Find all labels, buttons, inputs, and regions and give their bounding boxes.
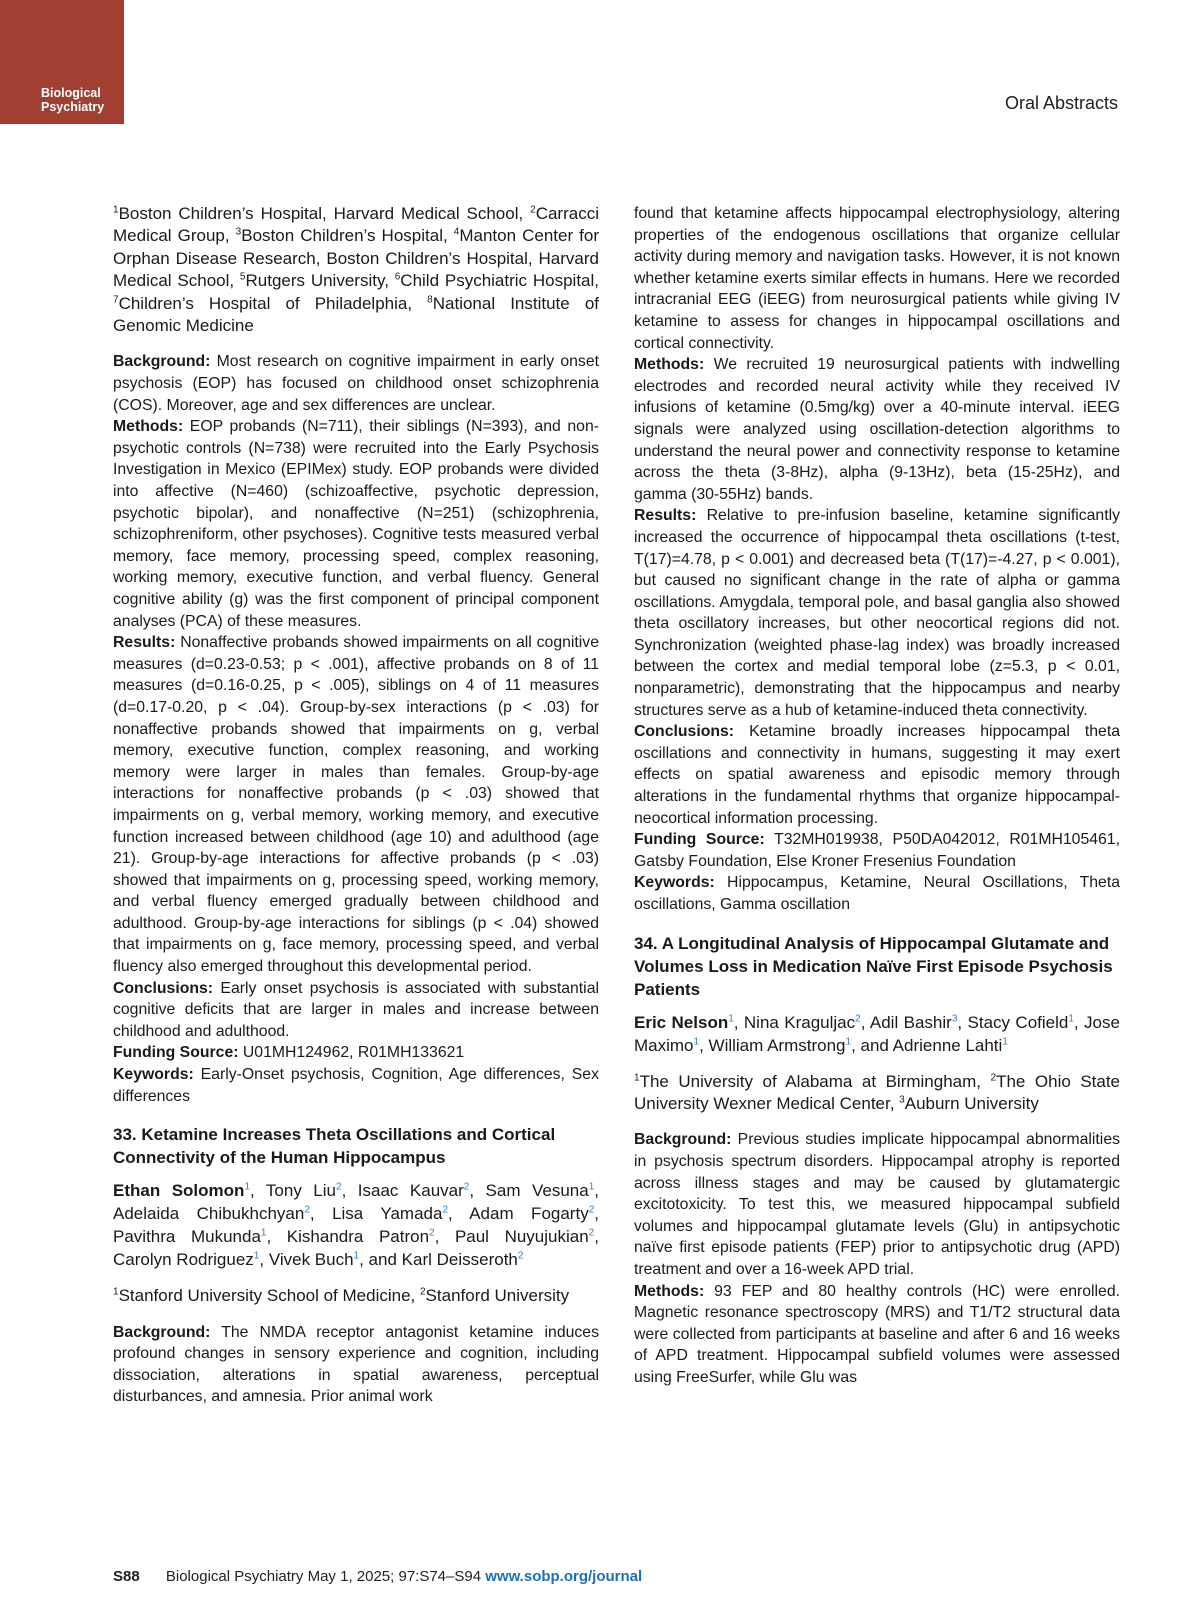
abstract-33-background: Background: The NMDA receptor antagonist ketamine induces profound changes in sensory experience and cognition, including dissociation, alterations in spatial awareness, perceptual disturbances, and amnesia. Prior animal work [113,1323,599,1406]
author-affiliation-link[interactable]: 2 [429,1227,435,1239]
author-affiliation-link[interactable]: 3 [951,1012,958,1024]
author-affiliation-link[interactable]: 1 [588,1181,595,1193]
author-affiliation-link[interactable]: 2 [588,1204,595,1216]
author-name: Paul Nuyujukian [454,1227,589,1247]
author-name: Tony Liu [265,1181,336,1201]
affiliation-text: Boston Children’s Hospital, Harvard Medical School, [118,204,531,223]
author-affiliation-link[interactable]: 1 [353,1250,360,1262]
author-name: Karl Deisseroth [401,1250,518,1270]
author-name: Pavithra Mukunda [113,1227,261,1247]
author-name: Vivek Buch [268,1250,354,1270]
author-affiliation-link[interactable]: 1 [260,1227,267,1239]
author-affiliation-link[interactable]: 2 [588,1227,595,1239]
left-column [113,203,599,1408]
affiliation-number: 2 [990,1071,997,1083]
affiliation-number: 3 [235,226,242,238]
author-affiliation-link[interactable]: 1 [693,1035,700,1047]
journal-logo [0,0,124,124]
conclusions-paragraph: Conclusions: Early onset psychosis is associated with substantial cognitive deficits that are larger in males and increase between childhood and adulthood. [113,979,599,1040]
affiliation-number: 5 [239,271,246,283]
author-name: Adelaida Chibukhchyan [113,1204,305,1224]
author-name: Lisa Yamada [332,1204,443,1224]
affiliations-list [113,203,599,337]
author-affiliation-link[interactable]: 2 [336,1181,342,1193]
affiliation-text: National Institute of Genomic Medicine [113,293,600,336]
abstract-33-methods: Methods: We recruited 19 neurosurgical patients with indwelling electrodes and recorded neural activity while they received IV infusions of ketamine (0.5mg/kg) over a 40-minute interval. iEEG signals were analyzed using oscillation-detection algorithms to understand the neural power and connectivity response to ketamine across the theta (3-8Hz), alpha (9-13Hz), beta (15-25Hz), and gamma (30-55Hz) bands. [634,356,1120,503]
author-affiliation-link[interactable]: 1 [845,1035,852,1047]
author-name: Adrienne Lahti [892,1035,1003,1055]
author-name: Jose Maximo [634,1012,1120,1055]
journal-link[interactable]: www.sobp.org/journal [485,1568,643,1585]
journal-logo-line2: Psychiatry [41,100,105,114]
methods-paragraph: Methods: EOP probands (N=711), their siblings (N=393), and non-psychotic controls (N=738) were recruited into the Early Psychosis Investigation in Mexico (EPIMex) study. EOP probands were divided into affective (N=460) (schizoaffective, psychotic depression, psychotic bipolar), and nonaffective (N=251) (schizophrenia, schizophreniform, other psychoses). Cognitive tests measured verbal memory, face memory, processing speed, complex reasoning, working memory, executive function, and verbal fluency. General cognitive ability (g) was the first component of principal component analyses (PCA) of these measures. [113,418,599,630]
affiliation-number: 1 [634,1071,640,1083]
author-affiliation-link[interactable]: 1 [1002,1035,1008,1047]
citation: Biological Psychiatry May 1, 2025; 97:S74–S94 [165,1568,482,1585]
abstract-34-affiliations [634,1071,1120,1116]
page-number: S88 [113,1568,140,1585]
author-name: Nina Kraguljac [743,1012,856,1032]
author-affiliation-link[interactable]: 2 [304,1204,310,1216]
affiliation-text: The Ohio State University Wexner Medical Center, [634,1071,1121,1113]
abstract-34-methods: Methods: 93 FEP and 80 healthy controls (HC) were enrolled. Magnetic resonance spectroscopy (MRS) and T1/T2 structural data were collected from participants at baseline and after 6 and 16 weeks of APD treatment. Hippocampal subfield volumes were assessed using FreeSurfer, while Glu was [634,1282,1120,1386]
affiliation-text: Children’s Hospital of Philadelphia, [118,293,428,313]
affiliation-text: Rutgers University, [245,271,395,291]
keywords-paragraph: Keywords: Early-Onset psychosis, Cognition, Age differences, Sex differences [113,1066,599,1105]
author-affiliation-link[interactable]: 1 [728,1012,734,1024]
affiliation-text: The University of Alabama at Birmingham, [639,1071,991,1091]
abstract-33-authors: Ethan Solomon$^1$, Tony Liu$^2$, Isaac Kauvar$^2$, Sam Vesuna$^1$, Adelaida Chibukhchyan$^2$, Lisa Yamada$^2$, Adam Fogarty$^2$, Pavithra Mukunda$^1$, Kishandra Patron$^2$, Paul Nuyujukian$^2$, Carolyn Rodriguez$^1$, Vivek Buch$^1$, and Karl Deisseroth$^2$ [113,1181,600,1270]
affiliation-number: 2 [530,204,536,216]
section-title: Oral Abstracts [1004,93,1118,113]
author-affiliation-link[interactable]: 1 [253,1250,260,1262]
abstract-34-title: 34. A Longitudinal Analysis of Hippocampal Glutamate and Volumes Loss in Medication Naïve First Episode Psychosis Patients [634,933,1113,999]
author-name: Carolyn Rodriguez [113,1250,254,1270]
journal-logo-line1: Biological [41,86,101,100]
affiliation-number: 2 [419,1286,426,1298]
author-affiliation-link[interactable]: 2 [463,1181,470,1193]
affiliation-text: Carracci Medical Group, [113,204,599,246]
author-affiliation-link[interactable]: 1 [1068,1012,1074,1024]
author-name: Sam Vesuna [485,1181,589,1201]
funding-paragraph: Funding Source: U01MH124962, R01MH133621 [113,1044,465,1062]
abstract-33-keywords: Keywords: Hippocampus, Ketamine, Neural Oscillations, Theta oscillations, Gamma oscillation [634,874,1120,913]
affiliation-number: 3 [899,1094,905,1106]
affiliation-number: 1 [113,1286,119,1298]
author-name: Eric Nelson [634,1012,729,1032]
results-paragraph: Results: Nonaffective probands showed impairments on all cognitive measures (d=0.23-0.53; p < .001), affective probands on 8 of 11 measures (d=0.16-0.25, p < .005), siblings on 4 of 11 measures (d=0.17-0.20, p < .04). Group-by-sex interactions (p < .03) for nonaffective probands showed that impairments on g, verbal memory, executive function, complex reasoning, and working memory were larger in males than females. Group-by-age interactions for nonaffective probands (p < .03) showed that impairments on g, verbal memory, working memory, and executive function increased between childhood (age 10) and adulthood (age 21). Group-by-age interactions for affective probands (p < .03) showed that impairments on g, processing speed, working memory, and verbal fluency emerged gradually between childhood and adulthood. Group-by-age interactions for siblings (p < .04) showed that impairments on g, face memory, processing speed, and verbal fluency also emerged throughout this developmental period. [113,634,599,976]
abstract-33-affiliations [113,1285,599,1307]
affiliation-text: Stanford University School of Medicine, [118,1286,420,1306]
affiliation-text: Manton Center for Orphan Disease Research, Boston Children’s Hospital, Harvard Medical School, [113,226,600,291]
author-affiliation-link[interactable]: 2 [517,1250,524,1262]
author-name: Ethan Solomon [113,1181,245,1201]
affiliation-number: 8 [427,293,433,305]
abstract-33-conclusions: Conclusions: Ketamine broadly increases hippocampal theta oscillations and connectivity in humans, suggesting it may exert effects on spatial awareness and episodic memory through alterations in the fundamental rhythms that organize hippocampal-neocortical information processing. [634,723,1120,827]
author-name: Adam Fogarty [469,1204,589,1224]
affiliation-text: Child Psychiatric Hospital, [400,271,599,291]
author-name: William Armstrong [708,1035,846,1055]
affiliation-text: Stanford University [425,1286,570,1306]
author-affiliation-link[interactable]: 2 [442,1204,448,1216]
affiliation-number: 1 [113,204,119,216]
author-affiliation-link[interactable]: 2 [855,1012,861,1024]
affiliation-text: Boston Children’s Hospital, [241,226,454,246]
affiliation-number: 6 [394,271,401,283]
abstract-34-authors: Eric Nelson$^1$, Nina Kraguljac$^2$, Adil Bashir$^3$, Stacy Cofield$^1$, Jose Maximo$^1$, William Armstrong$^1$, and Adrienne Lahti$^1$ [634,1012,1120,1055]
background-paragraph: Background: Most research on cognitive impairment in early onset psychosis (EOP) has focused on childhood onset schizophrenia (COS). Moreover, age and sex differences are unclear. [113,353,599,414]
author-affiliation-link[interactable]: 1 [244,1181,250,1193]
affiliation-number: 4 [453,226,460,238]
abstract-33-background-continued: found that ketamine affects hippocampal electrophysiology, altering properties of the endogenous oscillations that organize cellular activity during memory and navigation tasks. However, it is not known whether ketamine exerts similar effects in humans. Here we recorded intracranial EEG (iEEG) from neurosurgical patients while giving IV ketamine to assess for changes in hippocampal oscillations and cortical connectivity. [634,205,1120,352]
abstract-33-funding: Funding Source: T32MH019938, P50DA042012, R01MH105461, Gatsby Foundation, Else Kroner Fresenius Foundation [634,831,1120,870]
page-footer [113,1568,642,1585]
abstract-33-results: Results: Relative to pre-infusion baseline, ketamine significantly increased the occurrence of hippocampal theta oscillations (t-test, T(17)=4.78, p < 0.001) and decreased beta (T(17)=-4.27, p < 0.001), but caused no significant change in the rate of alpha or gamma oscillations. Amygdala, temporal pole, and basal ganglia also showed theta oscillatory increases, but other neocortical regions did not. Synchronization (weighted phase-lag index) was broadly increased between the cortex and medial temporal lobe (z=5.3, p < 0.01, nonparametric), demonstrating that the hippocampus and nearby structures serve as a hub of ketamine-induced theta connectivity. [634,507,1120,719]
author-name: Stacy Cofield [967,1012,1069,1032]
abstract-33-title: 33. Ketamine Increases Theta Oscillations and Cortical Connectivity of the Human Hippocampus [113,1125,556,1168]
affiliation-text: Auburn University [904,1094,1039,1113]
affiliation-number: 7 [113,293,119,305]
author-name: Isaac Kauvar [357,1181,464,1201]
right-column [634,203,1120,1389]
author-name: Adil Bashir [869,1012,952,1032]
abstract-34-background: Background: Previous studies implicate hippocampal abnormalities in psychosis spectrum disorders. Hippocampal atrophy is reported across illness stages and may be caused by glutamatergic excitotoxicity. To test this, we measured hippocampal subfield volumes and hippocampal glutamate levels (Glu) in antipsychotic naïve first episode patients (FEP) prior to antipsychotic drug (APD) treatment and over a 16-week APD trial. [634,1131,1120,1278]
author-name: Kishandra Patron [286,1227,430,1247]
